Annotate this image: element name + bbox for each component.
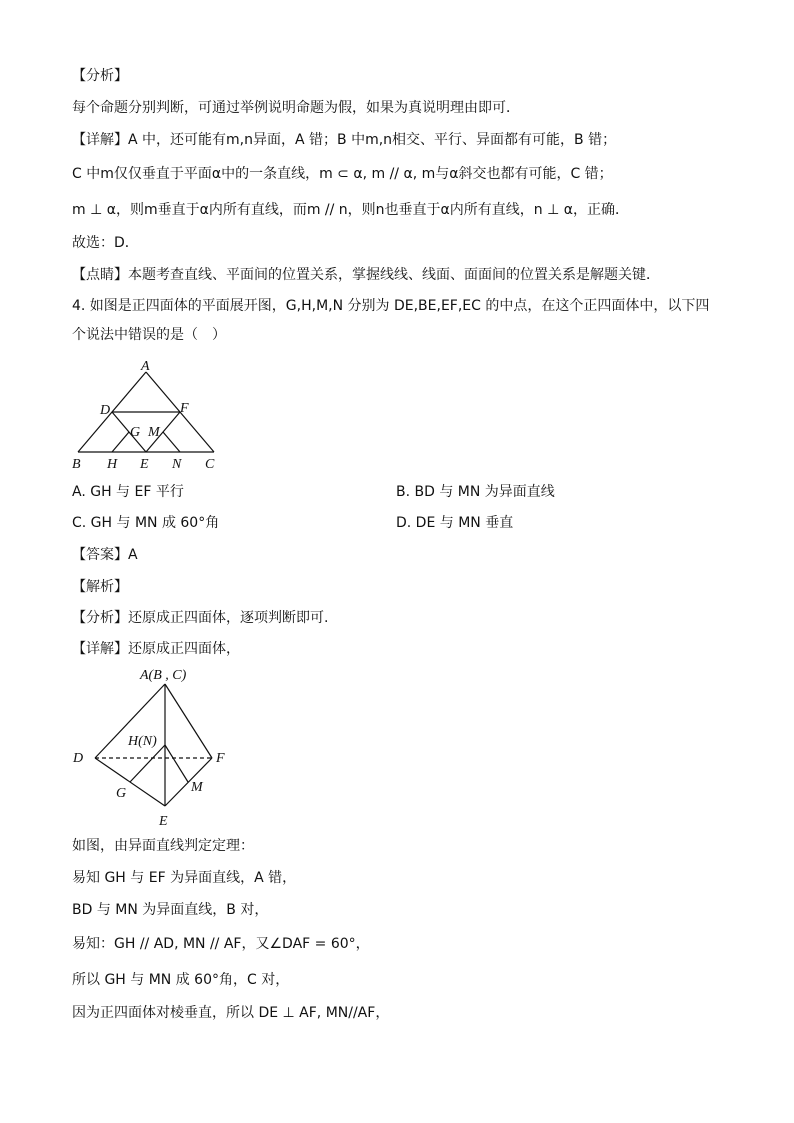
label-N: N: [172, 457, 182, 472]
option-a: A. GH 与 EF 平行: [72, 484, 184, 500]
segment-HG: [130, 745, 165, 782]
label-M: M: [148, 425, 160, 440]
solution-heading: 【解析】: [72, 579, 128, 595]
segment-GH: [112, 432, 129, 452]
question-4-line-2: 个说法中错误的是（ ）: [72, 327, 226, 343]
label-E: E: [159, 814, 168, 829]
label-HN: H(N): [128, 734, 157, 749]
proof-line-2: 易知 GH 与 EF 为异面直线，A 错，: [72, 870, 297, 886]
label-G: G: [116, 786, 127, 801]
label-ABC: A(B , C): [140, 668, 187, 683]
label-C: C: [205, 457, 215, 472]
detail-line-3: m ⊥ α，则m垂直于α内所有直线，而m // n，则n也垂直于α内所有直线，n ⊥ α，正确．: [72, 202, 629, 218]
label-M: M: [191, 780, 203, 795]
answer-heading: 【答案】A: [72, 547, 138, 563]
label-D: D: [73, 751, 84, 766]
solution-detail: 【详解】还原成正四面体，: [72, 641, 240, 657]
edge-AF: [165, 684, 212, 758]
segment-MN: [163, 432, 180, 452]
proof-line-4: 易知：GH // AD, MN // AF，又∠DAF = 60°，: [72, 936, 370, 952]
tetrahedron-figure: [68, 664, 240, 830]
edge-FE: [165, 758, 212, 806]
label-F: F: [216, 751, 225, 766]
detail-line-1: 【详解】A 中，还可能有m,n异面，A 错；B 中m,n相交、平行、异面都有可能，B 错；: [72, 132, 617, 148]
net-figure: [70, 356, 230, 474]
label-B: B: [72, 457, 81, 472]
label-G: G: [130, 425, 141, 440]
label-H: H: [107, 457, 118, 472]
answer-choice: 故选：D．: [72, 235, 139, 251]
option-b: B. BD 与 MN 为异面直线: [396, 484, 555, 500]
remark-text: 【点睛】本题考查直线、平面间的位置关系，掌握线线、线面、面面间的位置关系是解题关键．: [72, 267, 660, 283]
segment-NM: [165, 745, 188, 782]
label-A: A: [141, 359, 150, 374]
label-F: F: [180, 401, 189, 416]
analysis-text: 每个命题分别判断，可通过举例说明命题为假，如果为真说明理由即可．: [72, 100, 520, 116]
heading-analysis: 【分析】: [72, 68, 128, 84]
option-c: C. GH 与 MN 成 60°角: [72, 515, 220, 531]
proof-line-6: 因为正四面体对棱垂直，所以 DE ⊥ AF, MN//AF，: [72, 1005, 390, 1021]
question-4-line-1: 4. 如图是正四面体的平面展开图，G,H,M,N 分别为 DE,BE,EF,EC 的中点，在这个正四面体中，以下四: [72, 298, 710, 314]
detail-line-2: C 中m仅仅垂直于平面α中的一条直线，m ⊂ α, m // α, m与α斜交也都有可能，C 错；: [72, 166, 613, 182]
label-E: E: [140, 457, 149, 472]
option-d: D. DE 与 MN 垂直: [396, 515, 514, 531]
label-D: D: [100, 403, 111, 418]
proof-line-1: 如图，由异面直线判定定理：: [72, 838, 254, 854]
proof-line-3: BD 与 MN 为异面直线，B 对，: [72, 902, 269, 918]
solution-analysis: 【分析】还原成正四面体，逐项判断即可.: [72, 610, 329, 626]
proof-line-5: 所以 GH 与 MN 成 60°角，C 对，: [72, 972, 290, 988]
